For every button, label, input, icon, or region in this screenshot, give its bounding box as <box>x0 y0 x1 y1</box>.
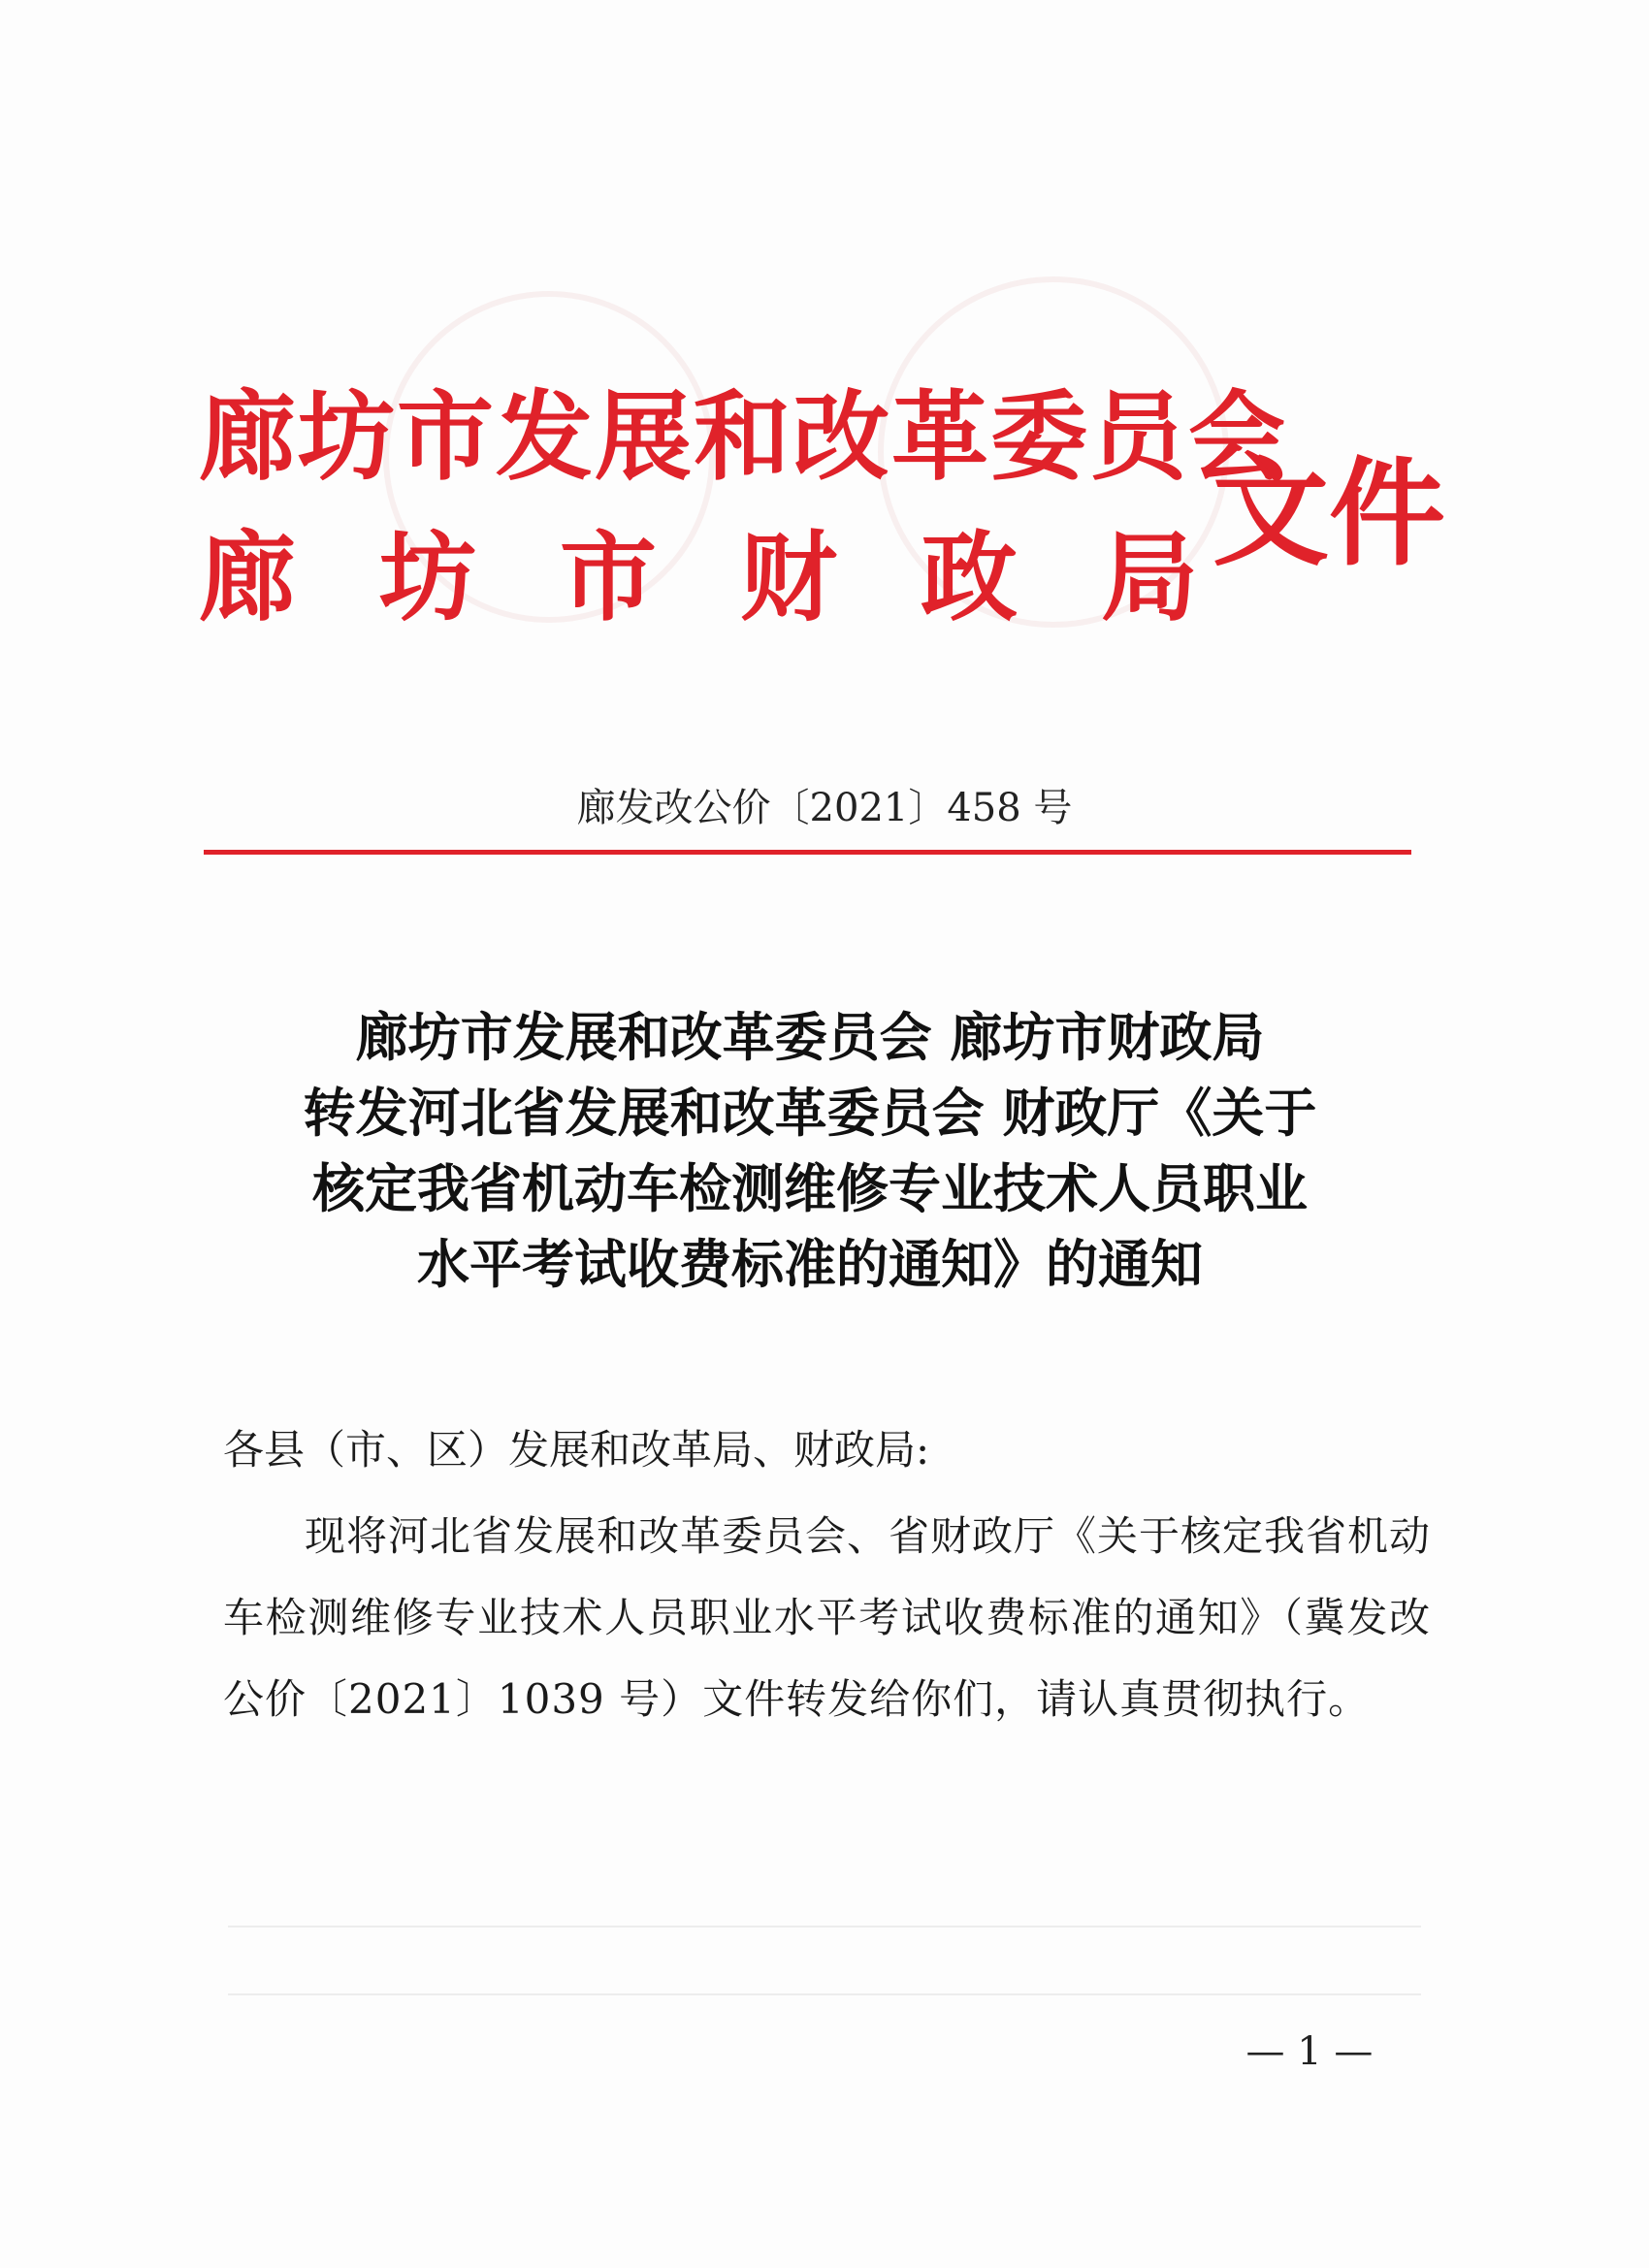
masthead-issuer-2-char: 财 <box>740 520 837 634</box>
body-paragraph: 现将河北省发展和改革委员会、省财政厅《关于核定我省机动车检测维修专业技术人员职业水平考试收费标准的通知》（冀发改公价〔2021〕1039 号）文件转发给你们，请认真贯彻执行。 <box>223 1512 1432 1723</box>
masthead-issuer-2-char: 坊 <box>379 520 476 634</box>
masthead-issuer-2-char: 市 <box>560 520 657 634</box>
masthead-issuer-2 <box>199 519 1198 635</box>
masthead-issuer-2-char: 廊 <box>199 520 296 634</box>
title-line: 廊坊市发展和改革委员会 廊坊市财政局 <box>355 1006 1265 1068</box>
document-title <box>175 999 1445 1302</box>
salutation: 各县（市、区）发展和改革局、财政局: <box>223 1426 930 1474</box>
masthead-issuer-2-char: 政 <box>921 520 1018 634</box>
bleed-through-line <box>228 1993 1421 1995</box>
page-number: — 1 — <box>1245 2029 1374 2074</box>
title-line: 核定我省机动车检测维修专业技术人员职业 <box>312 1157 1308 1219</box>
document-masthead <box>199 378 1450 660</box>
title-line: 转发河北省发展和改革委员会 财政厅《关于 <box>303 1082 1317 1144</box>
bleed-through-line <box>228 1926 1421 1928</box>
masthead-issuer-1: 廊坊市发展和改革委员会 <box>199 379 1287 494</box>
masthead-issuer-2-char: 局 <box>1101 520 1198 634</box>
document-number: 廊发改公价〔2021〕458 号 <box>576 786 1073 830</box>
title-line: 水平考试收费标准的通知》的通知 <box>417 1233 1203 1295</box>
red-separator-line <box>204 850 1411 855</box>
masthead-suffix: 文件 <box>1212 445 1445 582</box>
document-body <box>223 1416 1431 1740</box>
